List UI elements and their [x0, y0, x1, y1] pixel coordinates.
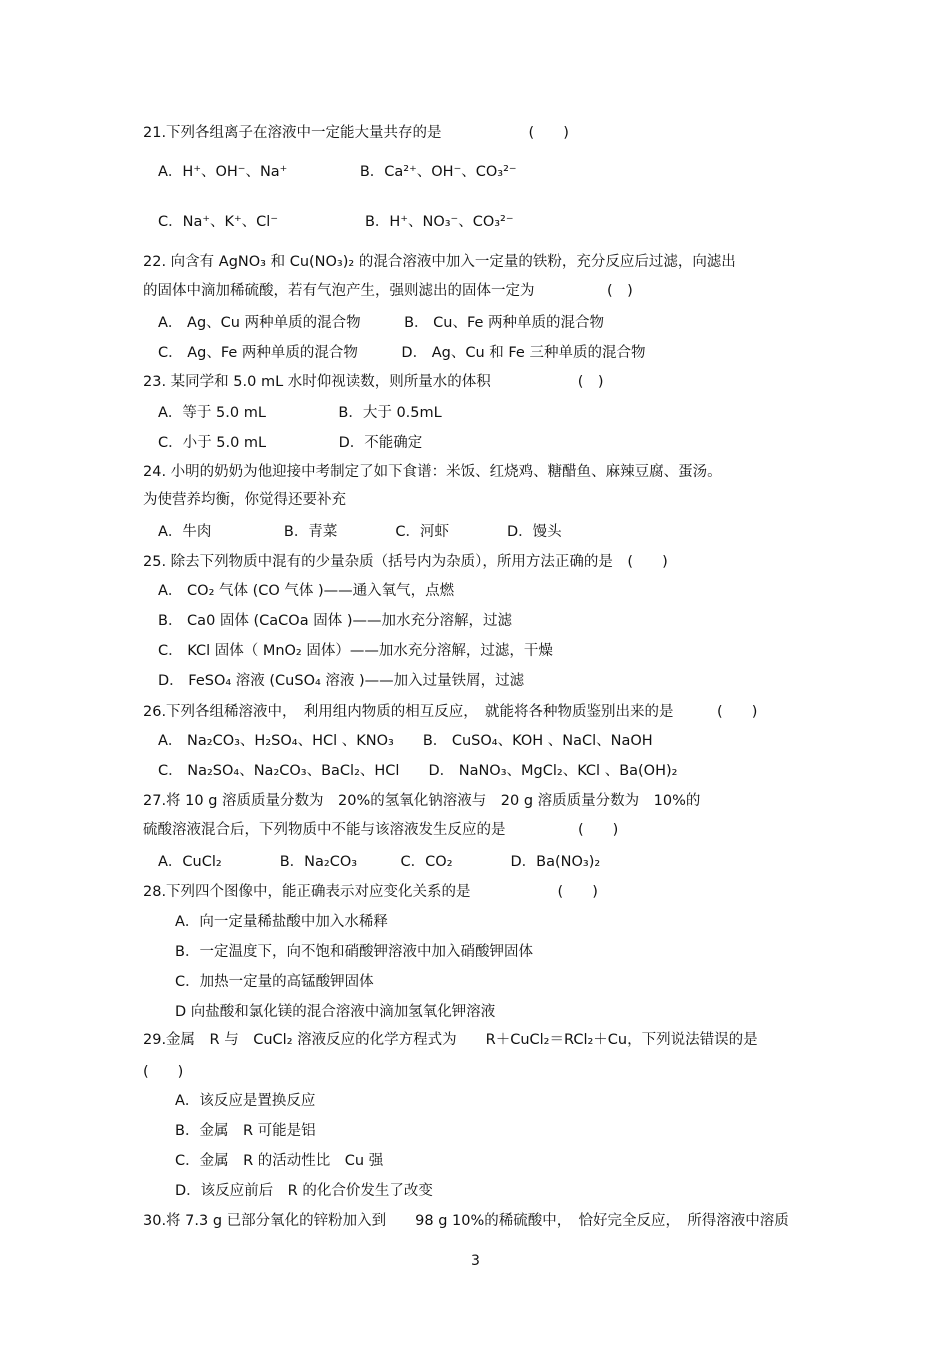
- option-line: B．一定温度下，向不饱和硝酸钾溶液中加入硝酸钾固体: [175, 944, 533, 960]
- option-line: A．该反应是置换反应: [175, 1093, 316, 1109]
- option-line: C．金属 R 的活动性比 Cu 强: [175, 1153, 384, 1169]
- option-line: A． Na₂CO₃、H₂SO₄、HCl 、KNO₃ B． CuSO₄、KOH 、NaCl、NaOH: [158, 733, 653, 749]
- question-28: 28.下列四个图像中，能正确表示对应变化关系的是 ( ): [143, 884, 598, 900]
- question-26: 26.下列各组稀溶液中， 利用组内物质的相互反应， 就能将各种物质鉴别出来的是 ( ): [143, 704, 758, 720]
- option-line: D． FeSO₄ 溶液 (CuSO₄ 溶液 )——加入过量铁屑，过滤: [158, 673, 525, 689]
- option-line: C．Na⁺、K⁺、Cl⁻ B．H⁺、NO₃⁻、CO₃²⁻: [158, 214, 514, 230]
- option-line: C． Na₂SO₄、Na₂CO₃、BaCl₂、HCl D． NaNO₃、MgCl₂、KCl 、Ba(OH)₂: [158, 763, 678, 779]
- option-line: A．CuCl₂ B．Na₂CO₃ C．CO₂ D．Ba(NO₃)₂: [158, 854, 601, 870]
- question-23: 23. 某同学和 5.0 mL 水时仰视读数，则所量水的体积 ( ): [143, 374, 604, 390]
- option-line: B． Ca0 固体 (CaCOa 固体 )——加水充分溶解，过滤: [158, 613, 512, 629]
- question-25: 25. 除去下列物质中混有的少量杂质（括号内为杂质），所用方法正确的是 ( ): [143, 554, 668, 570]
- question-29: 29.金属 R 与 CuCl₂ 溶液反应的化学方程式为 R＋CuCl₂＝RCl₂＋Cu，下列说法错误的是: [143, 1032, 758, 1048]
- option-line: A． Ag、Cu 两种单质的混合物 B． Cu、Fe 两种单质的混合物: [158, 315, 605, 331]
- option-line: C． Ag、Fe 两种单质的混合物 D． Ag、Cu 和 Fe 三种单质的混合物: [158, 345, 646, 361]
- option-line: A． CO₂ 气体 (CO 气体 )——通入氧气，点燃: [158, 583, 455, 599]
- question-22: 22. 向含有 AgNO₃ 和 Cu(NO₃)₂ 的混合溶液中加入一定量的铁粉，充分反应后过滤，向滤出: [143, 254, 736, 270]
- question-27: 27.将 10 g 溶质质量分数为 20%的氢氧化钠溶液与 20 g 溶质质量分数为 10%的: [143, 793, 701, 809]
- question-text-line: 硫酸溶液混合后，下列物质中不能与该溶液发生反应的是 ( ): [143, 822, 619, 838]
- question-30: 30.将 7.3 g 已部分氧化的锌粉加入到 98 g 10%的稀硫酸中， 恰好完全反应， 所得溶液中溶质: [143, 1213, 789, 1229]
- answer-bracket: ( ): [143, 1064, 184, 1080]
- option-line: A．牛肉 B．青菜 C．河虾 D．馒头: [158, 524, 562, 540]
- question-21: 21.下列各组离子在溶液中一定能大量共存的是 ( ): [143, 125, 569, 141]
- page-number: 3: [471, 1253, 480, 1269]
- question-text-line: 为使营养均衡，你觉得还要补充: [143, 492, 346, 508]
- option-line: C．小于 5.0 mL D．不能确定: [158, 435, 423, 451]
- option-line: A．等于 5.0 mL B．大于 0.5mL: [158, 405, 442, 421]
- option-line: D 向盐酸和氯化镁的混合溶液中滴加氢氧化钾溶液: [175, 1004, 496, 1020]
- option-line: B．金属 R 可能是铝: [175, 1123, 316, 1139]
- question-24: 24. 小明的奶奶为他迎接中考制定了如下食谱：米饭、红烧鸡、糖醋鱼、麻辣豆腐、蛋汤。: [143, 464, 722, 480]
- option-line: D．该反应前后 R 的化合价发生了改变: [175, 1183, 433, 1199]
- question-text-line: 的固体中滴加稀硫酸，若有气泡产生，强则滤出的固体一定为 ( ): [143, 283, 633, 299]
- option-line: C．加热一定量的高锰酸钾固体: [175, 974, 374, 990]
- option-line: C． KCl 固体（ MnO₂ 固体）——加水充分溶解，过滤，干燥: [158, 643, 553, 659]
- option-line: A．H⁺、OH⁻、Na⁺ B．Ca²⁺、OH⁻、CO₃²⁻: [158, 164, 517, 180]
- option-line: A．向一定量稀盐酸中加入水稀释: [175, 914, 388, 930]
